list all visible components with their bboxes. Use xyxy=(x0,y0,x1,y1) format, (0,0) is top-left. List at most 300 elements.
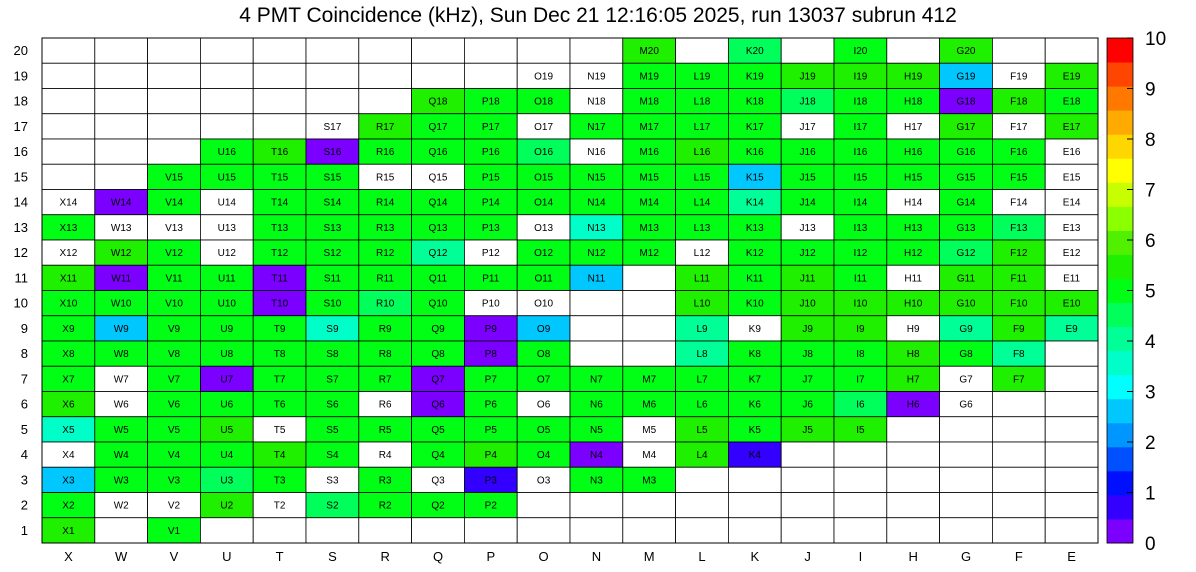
heatmap-cell xyxy=(253,215,306,240)
cell-label: I17 xyxy=(853,121,868,133)
cell-label: U12 xyxy=(217,248,236,260)
cell-label: N7 xyxy=(590,374,603,386)
y-tick-label: 9 xyxy=(20,320,28,336)
cell-rect xyxy=(676,493,729,518)
heatmap-cell xyxy=(148,139,201,164)
cell-label: T2 xyxy=(273,500,286,512)
cell-rect xyxy=(253,518,306,543)
cell-label: V4 xyxy=(167,450,181,462)
heatmap-cell xyxy=(781,240,834,265)
heatmap-cell xyxy=(1045,164,1098,189)
heatmap-cell xyxy=(412,63,465,88)
heatmap-cell xyxy=(200,38,253,63)
cell-rect xyxy=(200,89,253,114)
heatmap-cell xyxy=(781,392,834,417)
heatmap-cell xyxy=(570,392,623,417)
heatmap-cell xyxy=(728,291,781,316)
cell-label: Q7 xyxy=(431,374,445,386)
heatmap-cell xyxy=(42,316,95,341)
heatmap-cell xyxy=(887,38,940,63)
cell-label: M15 xyxy=(639,172,659,184)
heatmap-cell xyxy=(412,291,465,316)
x-tick-label: S xyxy=(328,549,337,564)
heatmap-cell xyxy=(464,63,517,88)
heatmap-cell xyxy=(517,467,570,492)
cell-label: O19 xyxy=(534,71,554,83)
cell-label: I8 xyxy=(856,349,865,361)
cell-rect xyxy=(992,467,1045,492)
heatmap-cell xyxy=(359,89,412,114)
heatmap-cell xyxy=(412,417,465,442)
cell-label: Q5 xyxy=(431,424,445,436)
cell-label: T11 xyxy=(271,273,288,285)
heatmap-cell xyxy=(148,89,201,114)
heatmap-cell xyxy=(306,442,359,467)
heatmap-cell xyxy=(359,164,412,189)
heatmap-cell xyxy=(676,417,729,442)
cell-label: P14 xyxy=(481,197,500,209)
cell-label: P3 xyxy=(484,475,497,487)
cell-label: S13 xyxy=(323,222,342,234)
cell-label: K13 xyxy=(745,222,764,234)
heatmap-cell xyxy=(306,63,359,88)
heatmap-cell xyxy=(940,215,993,240)
heatmap-cell xyxy=(940,164,993,189)
heatmap-cell xyxy=(517,240,570,265)
heatmap-cell xyxy=(570,291,623,316)
heatmap-cell xyxy=(464,518,517,543)
heatmap-cell xyxy=(623,316,676,341)
cell-label: V1 xyxy=(167,525,181,537)
heatmap-cell xyxy=(676,442,729,467)
heatmap-cell xyxy=(887,366,940,391)
heatmap-cell xyxy=(306,215,359,240)
cell-label: G7 xyxy=(959,374,973,386)
cell-label: Q8 xyxy=(431,349,445,361)
heatmap-cell xyxy=(200,139,253,164)
cell-label: U16 xyxy=(217,147,236,159)
heatmap-cell xyxy=(148,493,201,518)
cell-rect xyxy=(676,467,729,492)
cell-label: X1 xyxy=(62,525,75,537)
cell-label: W11 xyxy=(111,273,132,285)
heatmap-cell xyxy=(517,417,570,442)
heatmap-cell xyxy=(95,518,148,543)
heatmap-cell xyxy=(1045,493,1098,518)
heatmap-cell xyxy=(676,38,729,63)
heatmap-cell xyxy=(781,442,834,467)
color-scale-label: 1 xyxy=(1145,483,1156,505)
cell-label: S2 xyxy=(326,500,339,512)
heatmap-cell xyxy=(887,114,940,139)
heatmap-cell xyxy=(464,341,517,366)
heatmap-cell xyxy=(781,366,834,391)
cell-label: H10 xyxy=(904,298,923,310)
cell-label: T3 xyxy=(273,475,286,487)
cell-label: J10 xyxy=(799,298,816,310)
heatmap-cell xyxy=(940,265,993,290)
cell-label: H15 xyxy=(904,172,923,184)
heatmap-cell xyxy=(42,215,95,240)
heatmap-cell xyxy=(887,89,940,114)
cell-rect xyxy=(1045,442,1098,467)
heatmap-cell xyxy=(95,240,148,265)
cell-label: U2 xyxy=(220,500,234,512)
cell-label: R7 xyxy=(378,374,392,386)
cell-label: T4 xyxy=(273,450,286,462)
color-scale-segment xyxy=(1107,86,1133,111)
cell-label: X12 xyxy=(59,248,78,260)
heatmap-cell xyxy=(148,240,201,265)
heatmap-cell xyxy=(464,417,517,442)
cell-label: E14 xyxy=(1062,197,1081,209)
heatmap-cell xyxy=(200,114,253,139)
cell-label: E18 xyxy=(1062,96,1081,108)
x-tick-label: T xyxy=(275,549,284,564)
cell-label: G10 xyxy=(956,298,976,310)
cell-label: I12 xyxy=(853,248,868,260)
cell-label: J16 xyxy=(799,147,816,159)
cell-rect xyxy=(623,341,676,366)
heatmap-cell xyxy=(728,38,781,63)
cell-rect xyxy=(570,38,623,63)
heatmap-cell xyxy=(940,417,993,442)
cell-label: J17 xyxy=(799,121,816,133)
heatmap-cell xyxy=(623,190,676,215)
cell-rect xyxy=(95,63,148,88)
x-tick-label: W xyxy=(115,549,128,564)
heatmap-cell xyxy=(517,442,570,467)
cell-label: P12 xyxy=(481,248,500,260)
color-scale-segment xyxy=(1107,134,1133,159)
heatmap-cell xyxy=(728,89,781,114)
cell-label: U10 xyxy=(217,298,236,310)
cell-label: H14 xyxy=(904,197,923,209)
cell-label: U7 xyxy=(220,374,234,386)
heatmap-cell xyxy=(306,240,359,265)
heatmap-cell xyxy=(887,164,940,189)
heatmap-cell xyxy=(42,417,95,442)
cell-rect xyxy=(781,518,834,543)
cell-label: S5 xyxy=(326,424,339,436)
heatmap-cell xyxy=(306,164,359,189)
heatmap-cell xyxy=(992,518,1045,543)
color-scale-label: 10 xyxy=(1145,29,1167,50)
cell-label: P8 xyxy=(484,349,497,361)
cell-label: P2 xyxy=(484,500,497,512)
cell-label: Q14 xyxy=(428,197,448,209)
heatmap-cell xyxy=(887,442,940,467)
cell-rect xyxy=(992,38,1045,63)
cell-label: N4 xyxy=(590,450,603,462)
cell-label: R4 xyxy=(378,450,392,462)
cell-label: Q13 xyxy=(428,222,448,234)
heatmap-cell xyxy=(676,164,729,189)
cell-label: F14 xyxy=(1010,197,1028,209)
cell-label: L12 xyxy=(693,248,711,260)
heatmap-cell xyxy=(95,38,148,63)
cell-label: L15 xyxy=(693,172,711,184)
cell-label: V9 xyxy=(167,323,181,335)
heatmap-cell xyxy=(781,89,834,114)
heatmap-cell xyxy=(1045,518,1098,543)
heatmap-cell xyxy=(42,467,95,492)
heatmap-cell xyxy=(359,114,412,139)
x-tick-label: E xyxy=(1067,549,1076,564)
cell-label: L4 xyxy=(696,450,708,462)
cell-label: I6 xyxy=(856,399,865,411)
cell-label: M6 xyxy=(642,399,657,411)
cell-label: X9 xyxy=(62,323,75,335)
heatmap-cell xyxy=(42,190,95,215)
heatmap-cell xyxy=(148,114,201,139)
cell-rect xyxy=(570,341,623,366)
heatmap-cell xyxy=(940,139,993,164)
heatmap-cell xyxy=(200,190,253,215)
x-tick-label: U xyxy=(222,549,232,564)
cell-label: H17 xyxy=(904,121,923,133)
cell-label: S11 xyxy=(323,273,341,285)
cell-label: G13 xyxy=(956,222,976,234)
heatmap-cell xyxy=(992,467,1045,492)
color-scale-segment xyxy=(1107,327,1133,352)
cell-label: J15 xyxy=(799,172,816,184)
heatmap-cell xyxy=(1045,265,1098,290)
heatmap-cell xyxy=(781,139,834,164)
cell-rect xyxy=(887,493,940,518)
y-tick-label: 2 xyxy=(20,497,28,513)
heatmap-cell xyxy=(728,63,781,88)
cell-label: Q16 xyxy=(428,147,448,159)
cell-label: F9 xyxy=(1012,323,1025,335)
heatmap-cell xyxy=(148,442,201,467)
cell-label: L16 xyxy=(693,147,711,159)
cell-label: T9 xyxy=(273,323,286,335)
heatmap-cell xyxy=(517,38,570,63)
heatmap-cell xyxy=(200,63,253,88)
x-tick-label: R xyxy=(380,549,390,564)
cell-rect xyxy=(887,467,940,492)
cell-rect xyxy=(1045,392,1098,417)
cell-label: G6 xyxy=(959,399,973,411)
heatmap-cell xyxy=(728,392,781,417)
cell-rect xyxy=(992,518,1045,543)
heatmap-cell xyxy=(1045,114,1098,139)
cell-label: O5 xyxy=(536,424,551,436)
cell-label: W9 xyxy=(113,323,129,335)
heatmap-cell xyxy=(412,139,465,164)
cell-label: X11 xyxy=(59,273,77,285)
heatmap-cell xyxy=(306,417,359,442)
heatmap-cell xyxy=(570,164,623,189)
heatmap-cell xyxy=(1045,63,1098,88)
cell-label: X13 xyxy=(59,222,78,234)
heatmap-cell xyxy=(42,518,95,543)
heatmap-cell xyxy=(464,291,517,316)
cell-label: V6 xyxy=(167,399,181,411)
cell-rect xyxy=(517,518,570,543)
cell-label: E12 xyxy=(1062,248,1081,260)
cell-label: U5 xyxy=(220,424,234,436)
y-tick-label: 8 xyxy=(20,346,28,362)
x-tick-label: O xyxy=(538,549,549,564)
cell-rect xyxy=(570,291,623,316)
y-tick-label: 20 xyxy=(13,43,28,59)
heatmap-cell xyxy=(570,341,623,366)
heatmap-cell xyxy=(253,63,306,88)
heatmap-cell xyxy=(992,114,1045,139)
color-scale-segment xyxy=(1107,519,1133,544)
heatmap-cell xyxy=(306,341,359,366)
heatmap-cell xyxy=(253,265,306,290)
x-tick-label: M xyxy=(643,549,655,564)
cell-label: U3 xyxy=(220,475,234,487)
heatmap-cell xyxy=(200,467,253,492)
heatmap-cell xyxy=(253,316,306,341)
heatmap-cell xyxy=(95,63,148,88)
heatmap-cell xyxy=(623,139,676,164)
cell-label: K15 xyxy=(745,172,764,184)
color-scale-segment xyxy=(1107,182,1133,207)
heatmap-cell xyxy=(200,316,253,341)
cell-label: M16 xyxy=(639,147,659,159)
cell-label: I5 xyxy=(856,424,865,436)
color-scale-label: 7 xyxy=(1145,180,1156,202)
heatmap-cell xyxy=(464,392,517,417)
heatmap-cell xyxy=(623,518,676,543)
x-tick-label: G xyxy=(960,549,972,564)
cell-label: P4 xyxy=(484,450,497,462)
color-scale-segment xyxy=(1107,206,1133,231)
heatmap-cell xyxy=(412,366,465,391)
cell-label: S15 xyxy=(323,172,342,184)
color-scale-label: 6 xyxy=(1145,231,1156,252)
color-scale-segment xyxy=(1107,495,1133,520)
heatmap-cell xyxy=(306,89,359,114)
heatmap-cell xyxy=(42,265,95,290)
heatmap-cell xyxy=(623,114,676,139)
heatmap-cell xyxy=(253,341,306,366)
heatmap-cell xyxy=(781,164,834,189)
cell-label: I18 xyxy=(853,96,868,108)
color-scale-segment xyxy=(1107,375,1133,400)
cell-rect xyxy=(517,493,570,518)
heatmap-cell xyxy=(940,38,993,63)
cell-rect xyxy=(42,38,95,63)
cell-label: H6 xyxy=(906,399,920,411)
cell-label: L9 xyxy=(696,323,708,335)
heatmap-cell xyxy=(464,442,517,467)
heatmap-cell xyxy=(940,366,993,391)
cell-label: U13 xyxy=(217,222,236,234)
cell-label: T13 xyxy=(270,222,289,234)
cell-label: F18 xyxy=(1010,96,1028,108)
heatmap-cell xyxy=(359,291,412,316)
cell-label: T10 xyxy=(270,298,289,310)
y-tick-label: 13 xyxy=(13,219,28,235)
cell-label: Q2 xyxy=(431,500,445,512)
cell-rect xyxy=(1045,341,1098,366)
heatmap-cell xyxy=(676,114,729,139)
cell-label: T8 xyxy=(273,349,286,361)
heatmap-cell xyxy=(200,240,253,265)
cell-label: H16 xyxy=(904,147,923,159)
cell-rect xyxy=(781,38,834,63)
cell-label: T12 xyxy=(270,248,289,260)
cell-label: F13 xyxy=(1010,222,1028,234)
cell-label: O6 xyxy=(536,399,551,411)
cell-label: K17 xyxy=(745,121,764,133)
heatmap-cell xyxy=(992,190,1045,215)
heatmap-cell xyxy=(359,240,412,265)
heatmap-cell xyxy=(570,467,623,492)
heatmap-cell xyxy=(42,114,95,139)
cell-label: Q9 xyxy=(431,323,445,335)
heatmap-cell xyxy=(200,442,253,467)
heatmap-cell xyxy=(359,265,412,290)
heatmap-cell xyxy=(570,240,623,265)
heatmap-cell xyxy=(834,366,887,391)
cell-label: I13 xyxy=(853,222,868,234)
heatmap-cell xyxy=(517,215,570,240)
cell-rect xyxy=(623,291,676,316)
heatmap-cell xyxy=(464,493,517,518)
heatmap-cell xyxy=(95,89,148,114)
color-scale-label: 8 xyxy=(1145,130,1156,151)
cell-rect xyxy=(570,316,623,341)
cell-label: V12 xyxy=(165,248,183,260)
heatmap-cell xyxy=(306,291,359,316)
cell-label: S7 xyxy=(326,374,339,386)
cell-rect xyxy=(887,38,940,63)
cell-rect xyxy=(95,114,148,139)
heatmap-cell xyxy=(42,240,95,265)
cell-label: J11 xyxy=(799,273,816,285)
heatmap-cell xyxy=(728,366,781,391)
heatmap-cell xyxy=(42,366,95,391)
cell-rect xyxy=(623,316,676,341)
cell-label: P16 xyxy=(481,147,500,159)
heatmap-cell xyxy=(148,341,201,366)
cell-label: N11 xyxy=(587,273,606,285)
heatmap-cell xyxy=(728,265,781,290)
cell-label: K14 xyxy=(745,197,764,209)
cell-label: W5 xyxy=(113,424,129,436)
cell-label: U15 xyxy=(217,172,236,184)
heatmap-cell xyxy=(412,240,465,265)
heatmap-cell xyxy=(834,215,887,240)
color-scale-label: 0 xyxy=(1145,534,1156,555)
color-scale-segment xyxy=(1107,447,1133,472)
cell-label: S17 xyxy=(323,121,342,133)
heatmap-cell xyxy=(570,493,623,518)
cell-label: G15 xyxy=(956,172,976,184)
heatmap-cell xyxy=(676,240,729,265)
cell-label: S4 xyxy=(326,450,339,462)
heatmap-cell xyxy=(887,190,940,215)
cell-rect xyxy=(781,467,834,492)
cell-label: G14 xyxy=(956,197,976,209)
heatmap-cell xyxy=(623,392,676,417)
heatmap-cell xyxy=(148,417,201,442)
heatmap-cell xyxy=(834,63,887,88)
heatmap-cell xyxy=(200,291,253,316)
heatmap-cell xyxy=(306,518,359,543)
cell-label: I7 xyxy=(856,374,865,386)
heatmap-cell xyxy=(570,114,623,139)
cell-label: I14 xyxy=(853,197,868,209)
heatmap-cell xyxy=(95,417,148,442)
